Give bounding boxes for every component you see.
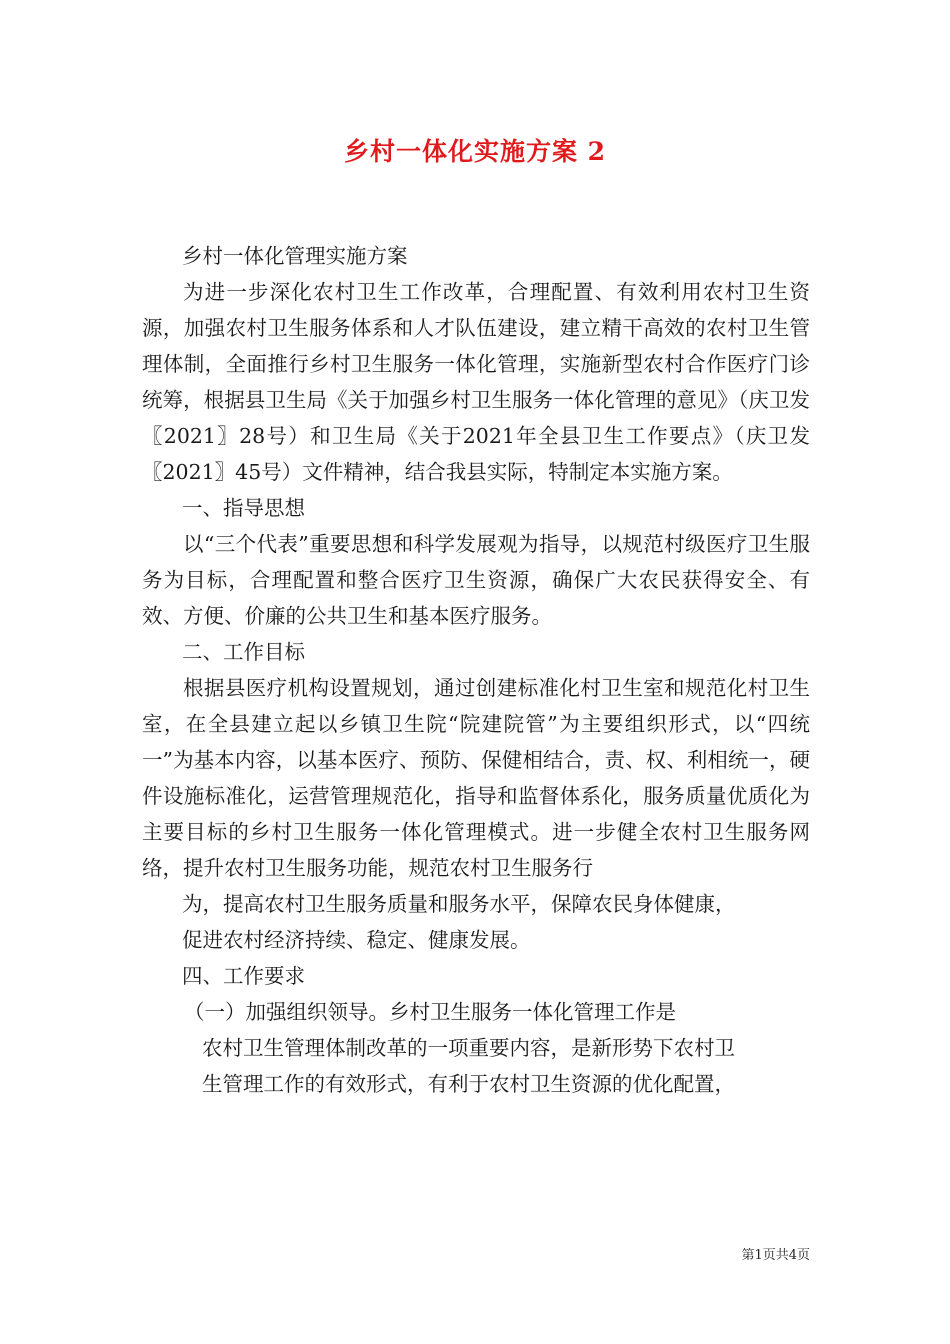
section2-body: 根据县医疗机构设置规划，通过创建标准化村卫生室和规范化村卫生室，在全县建立起以乡镇卫生院“院建院管”为主要组织形式，以“四统一”为基本内容，以基本医疗、预防、保健相结合，责、权、利相统一，硬件设施标准化，运营管理规范化，指导和监督体系化，服务质量优质化为主要目标的乡村卫生服务一体化管理模式。进一步健全农村卫生服务网络，提升农村卫生服务功能，规范农村卫生服务行	[142, 676, 810, 880]
section1-body: 以“三个代表”重要思想和科学发展观为指导，以规范村级医疗卫生服务为目标，合理配置和整合医疗卫生资源，确保广大农民获得安全、有效、方便、价廉的公共卫生和基本医疗服务。	[142, 532, 810, 628]
document-body	[142, 238, 810, 1102]
section4-heading: 四、工作要求	[182, 964, 305, 988]
fragment-line-2: 促进农村经济持续、稳定、健康发展。	[182, 928, 531, 952]
section2-heading: 二、工作目标	[182, 640, 305, 664]
subtitle: 乡村一体化管理实施方案	[182, 244, 408, 268]
section1-heading: 一、指导思想	[182, 496, 305, 520]
section4-item1-line3: 生管理工作的有效形式，有利于农村卫生资源的优化配置，	[202, 1072, 735, 1096]
intro-paragraph: 为进一步深化农村卫生工作改革，合理配置、有效利用农村卫生资源，加强农村卫生服务体系和人才队伍建设，建立精干高效的农村卫生管理体制，全面推行乡村卫生服务一体化管理，实施新型农村合作医疗门诊统筹，根据县卫生局《关于加强乡村卫生服务一体化管理的意见》（庆卫发〖2021〗28号）和卫生局《关于2021年全县卫生工作要点》（庆卫发〖2021〗45号）文件精神，结合我县实际，特制定本实施方案。	[142, 280, 810, 484]
section4-item1-line2: 农村卫生管理体制改革的一项重要内容，是新形势下农村卫	[202, 1036, 735, 1060]
page-number: 第1页共4页	[741, 1248, 810, 1263]
section4-item1-line1: （一）加强组织领导。乡村卫生服务一体化管理工作是	[184, 1000, 676, 1024]
document-title: 乡村一体化实施方案 2	[343, 137, 607, 166]
fragment-line-1: 为，提高农村卫生服务质量和服务水平，保障农民身体健康，	[182, 892, 736, 916]
